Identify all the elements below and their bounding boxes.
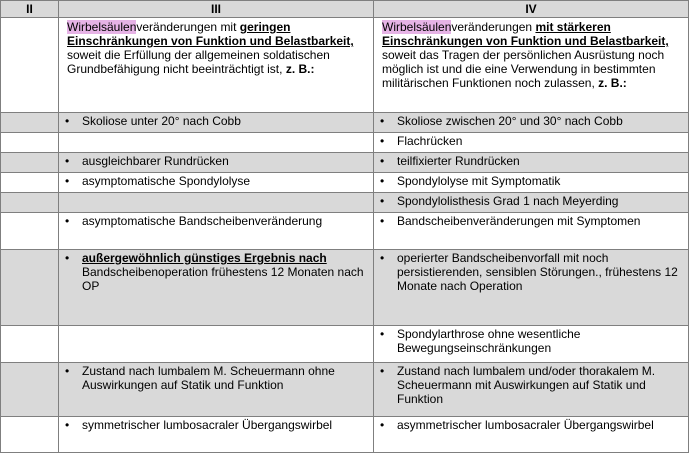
table-row	[1, 173, 689, 193]
cell-col-iii	[59, 173, 374, 193]
item-text: Zustand nach lumbalem M. Scheuermann ohne Auswirkungen auf Statik und Funktion	[82, 364, 335, 392]
item-text: teilfixierter Rundrücken	[397, 154, 520, 168]
cell-col-iv	[374, 363, 689, 417]
table-row	[1, 417, 689, 453]
item-text: Bandscheibenveränderungen mit Symptomen	[397, 214, 641, 228]
table-row	[1, 113, 689, 133]
cell-col-iv	[374, 173, 689, 193]
list-item	[64, 364, 368, 392]
item-text: asymptomatische Spondylolyse	[82, 174, 251, 188]
list-item	[64, 154, 368, 168]
list-item	[379, 364, 683, 406]
cell-col-iii	[59, 417, 374, 453]
item-text: Spondylolyse mit Symptomatik	[397, 174, 561, 188]
highlighted-term: Wirbelsäulen	[382, 20, 452, 34]
cell-col-iv	[374, 153, 689, 173]
cell-col-iii	[59, 133, 374, 153]
item-text: Skoliose unter 20° nach Cobb	[82, 114, 241, 128]
list-item	[379, 214, 683, 228]
table-row	[1, 193, 689, 213]
bullet-icon: •	[380, 214, 385, 228]
bullet-icon: •	[65, 364, 70, 378]
bullet-icon: •	[380, 154, 385, 168]
cell-col-iii	[59, 113, 374, 133]
bullet-icon: •	[380, 364, 385, 378]
cell-col-ii	[1, 193, 59, 213]
cell-col-iv	[374, 133, 689, 153]
bullet-icon: •	[65, 251, 70, 265]
item-text: Flachrücken	[397, 134, 463, 148]
cell-col-iii	[59, 193, 374, 213]
list-item	[379, 251, 683, 293]
bullet-icon: •	[380, 251, 385, 265]
item-text: Spondylarthrose ohne wesentliche Bewegungseinschränkungen	[397, 327, 581, 355]
bullet-icon: •	[380, 418, 385, 432]
cell-col-ii	[1, 250, 59, 326]
list-item	[379, 134, 683, 148]
cell-col-iv	[374, 113, 689, 133]
item-text: asymmetrischer lumbosacraler Übergangswirbel	[397, 418, 654, 432]
cell-col-iii	[59, 250, 374, 326]
cell-col-ii	[1, 153, 59, 173]
bullet-icon: •	[65, 214, 70, 228]
bullet-icon: •	[380, 114, 385, 128]
item-text: außergewöhnlich günstiges Ergebnis nach Bandscheibenoperation frühestens 12 Monaten nach OP	[82, 251, 364, 293]
intro-row	[1, 18, 689, 113]
cell-col-iii	[59, 153, 374, 173]
cell-col-iv	[374, 213, 689, 250]
bullet-icon: •	[380, 134, 385, 148]
list-item	[379, 418, 683, 432]
header-col-iv: IV	[374, 1, 689, 18]
cell-col-ii	[1, 213, 59, 250]
list-item	[64, 114, 368, 128]
item-text: symmetrischer lumbosacraler Übergangswirbel	[82, 418, 333, 432]
bullet-icon: •	[65, 418, 70, 432]
list-item	[379, 194, 683, 208]
item-text: Spondylolisthesis Grad 1 nach Meyerding	[397, 194, 619, 208]
intro-col-iv: Wirbelsäulenveränderungen mit stärkeren Einschränkungen von Funktion und Belastbarkeit, soweit das Tragen der persönlichen Ausrüstung noch möglich ist und die eine Verwendung in bestimmten militärischen Funktionen noch zulassen, z. B.:	[374, 18, 689, 113]
item-emphasis: außergewöhnlich günstiges Ergebnis nach	[82, 251, 327, 265]
list-item	[379, 114, 683, 128]
cell-col-ii	[1, 326, 59, 363]
highlighted-term: Wirbelsäulen	[67, 20, 137, 34]
item-text: Skoliose zwischen 20° und 30° nach Cobb	[397, 114, 623, 128]
list-item	[64, 251, 368, 293]
table-row	[1, 213, 689, 250]
table-row	[1, 363, 689, 417]
table-row	[1, 153, 689, 173]
cell-col-ii	[1, 417, 59, 453]
table-row	[1, 133, 689, 153]
list-item	[64, 418, 368, 432]
item-text: operierter Bandscheibenvorfall mit noch persistierenden, sensiblen Störungen., frühestens 12 Monate nach Operation	[397, 251, 678, 293]
bullet-icon: •	[380, 327, 385, 341]
list-item	[379, 154, 683, 168]
cell-col-iv	[374, 417, 689, 453]
item-text: ausgleichbarer Rundrücken	[82, 154, 229, 168]
item-text: Zustand nach lumbalem und/oder thorakalem M. Scheuermann mit Auswirkungen auf Statik und Funktion	[397, 364, 656, 406]
bullet-icon: •	[380, 174, 385, 188]
cell-col-iii	[59, 213, 374, 250]
cell-col-ii	[1, 113, 59, 133]
intro-col-ii	[1, 18, 59, 113]
table-row	[1, 326, 689, 363]
list-item	[64, 174, 368, 188]
cell-col-iv	[374, 326, 689, 363]
cell-col-iv	[374, 250, 689, 326]
cell-col-ii	[1, 363, 59, 417]
bullet-icon: •	[380, 194, 385, 208]
bullet-icon: •	[65, 114, 70, 128]
item-text: asymptomatische Bandscheibenveränderung	[82, 214, 323, 228]
cell-col-iii	[59, 326, 374, 363]
header-col-ii: II	[1, 1, 59, 18]
bullet-icon: •	[65, 174, 70, 188]
cell-col-ii	[1, 173, 59, 193]
intro-col-iii: Wirbelsäulenveränderungen mit geringen Einschränkungen von Funktion und Belastbarkeit, soweit die Erfüllung der allgemeinen soldatischen Grundbefähigung nicht beeinträchtigt ist, z. B.:	[59, 18, 374, 113]
cell-col-iv	[374, 193, 689, 213]
list-item	[64, 214, 368, 228]
header-row	[1, 1, 689, 18]
cell-col-ii	[1, 133, 59, 153]
cell-col-iii	[59, 363, 374, 417]
header-col-iii: III	[59, 1, 374, 18]
list-item	[379, 174, 683, 188]
table-row	[1, 250, 689, 326]
list-item	[379, 327, 683, 355]
bullet-icon: •	[65, 154, 70, 168]
